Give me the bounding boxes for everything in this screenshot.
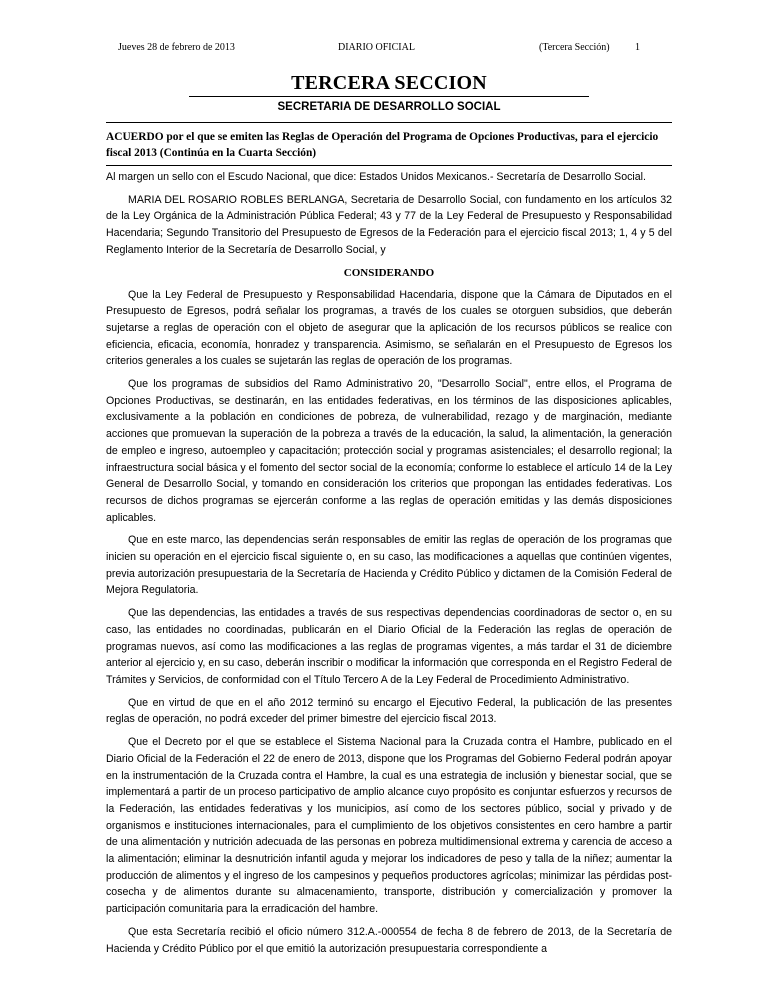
header-journal-name: DIARIO OFICIAL (338, 42, 415, 53)
seal-note: Al margen un sello con el Escudo Nacional, que dice: Estados Unidos Mexicanos.- Secretaría de Desarrollo Social. (106, 171, 646, 183)
header-page-number: 1 (635, 42, 640, 53)
considering-paragraph: Que las dependencias, las entidades a través de sus respectivas dependencias coordinadoras de sector o, en su caso, las entidades no coordinadas, publicarán en el Diario Oficial de la Federación las reglas de operación de programas nuevos, así como las modificaciones a las reglas de programas vigentes, a más tardar el 31 de diciembre anterior al ejercicio y, en su caso, deberán inscribir o modificar la información que corresponda en el Registro Federal de Trámites y Servicios, de conformidad con el Título Tercero A de la Ley Federal de Procedimiento Administrativo. (106, 607, 672, 686)
running-header (106, 42, 672, 62)
title-divider (189, 96, 589, 97)
considering-heading: CONSIDERANDO (343, 266, 435, 279)
considering-paragraph: Que los programas de subsidios del Ramo Administrativo 20, "Desarrollo Social", entre ellos, el Programa de Opciones Productivas, se destinarán, en las entidades federativas, en los términos de las disposiciones aplicables, exclusivamente a la población en condiciones de pobreza, de vulnerabilidad, rezago y de marginación, mediante acciones que promuevan la superación de la pobreza a través de la educación, la salud, la alimentación, la generación de empleo e ingreso, autoempleo y capacitación; protección social y programas asistenciales; el desarrollo regional; la infraestructura social básica y el fomento del sector social de la economía; conforme lo establece el artículo 14 de la Ley General de Desarrollo Social, y tomando en consideración los criterios que propongan las entidades federativas. Los recursos de dichos programas se ejercerán conforme a las reglas de operación emitidas y las demás disposiciones aplicables. (106, 378, 672, 524)
considering-paragraph: Que esta Secretaría recibió el oficio número 312.A.-000554 de fecha 8 de febrero de 2013, de la Secretaría de Hacienda y Crédito Público por el que emitió la autorización presupuestaria correspondiente a (106, 925, 672, 955)
secretariat-heading: SECRETARIA DE DESARROLLO SOCIAL (277, 101, 501, 113)
header-section-label: (Tercera Sección) (539, 42, 610, 53)
considering-paragraph: Que el Decreto por el que se establece el Sistema Nacional para la Cruzada contra el Hambre, publicado en el Diario Oficial de la Federación el 22 de enero de 2013, dispone que los Programas del Gobierno Federal podrán apoyar en la instrumentación de la Cruzada contra el Hambre, la cual es una estrategia de inclusión y bienestar social, que se implementará a partir de un proceso participativo de amplio alcance cuyo propósito es conjuntar esfuerzos y recursos de la Federación, las entidades federativas y los municipios, así como de los sectores público, social y privado y de organismos e instituciones internacionales, para el cumplimiento de los objetivos consistentes en cero hambre a partir de una alimentación y nutrición adecuada de las personas en pobreza multidimensional extrema y carencia de acceso a la alimentación; eliminar la desnutrición infantil aguda y mejorar los indicadores de peso y talla de la niñez; aumentar la producción de alimentos y el ingreso de los campesinos y pequeños productores agrícolas; minimizar las pérdidas post-cosecha y de alimentos durante su almacenamiento, transporte, distribución y comercialización y promover la participación comunitaria para la erradicación del hambre. (106, 736, 672, 916)
header-date: Jueves 28 de febrero de 2013 (118, 42, 235, 53)
section-title: TERCERA SECCION (291, 72, 487, 94)
secretariat-divider (106, 122, 672, 123)
intro-paragraph: MARIA DEL ROSARIO ROBLES BERLANGA, Secretaria de Desarrollo Social, con fundamento en los artículos 32 de la Ley Orgánica de la Administración Pública Federal; 43 y 77 de la Ley Federal de Presupuesto y Responsabilidad Hacendaria; Segundo Transitorio del Presupuesto de Egresos de la Federación para el ejercicio fiscal 2013; 1, 4 y 5 del Reglamento Interior de la Secretaría de Desarrollo Social, y (106, 193, 672, 256)
decree-title: ACUERDO por el que se emiten las Reglas de Operación del Programa de Opciones Productivas, para el ejercicio fiscal 2013 (Continúa en la Cuarta Sección) (106, 129, 672, 166)
document-page (106, 0, 672, 963)
considering-paragraph: Que la Ley Federal de Presupuesto y Responsabilidad Hacendaria, dispone que la Cámara de Diputados en el Presupuesto de Egresos, podrá señalar los programas, a través de los cuales se otorguen subsidios, que deberán sujetarse a reglas de operación con el objeto de asegurar que la aplicación de los recursos públicos se realice con eficiencia, eficacia, economía, honradez y transparencia. Asimismo, se señalarán en el Presupuesto de Egresos los criterios generales a los cuales se sujetarán las reglas de operación de los programas. (106, 288, 672, 368)
document-body (106, 169, 672, 957)
considering-paragraph: Que en virtud de que en el año 2012 terminó su encargo el Ejecutivo Federal, la publicación de las presentes reglas de operación, no podrá exceder del primer bimestre del ejercicio fiscal 2013. (106, 696, 672, 726)
considering-paragraph: Que en este marco, las dependencias serán responsables de emitir las reglas de operación de los programas que inicien su operación en el ejercicio fiscal siguiente o, en su caso, las modificaciones a aquellas que continúen vigentes, previa autorización presupuestaria de la Secretaría de Hacienda y Crédito Público y dictamen de la Comisión Federal de Mejora Regulatoria. (106, 534, 672, 597)
